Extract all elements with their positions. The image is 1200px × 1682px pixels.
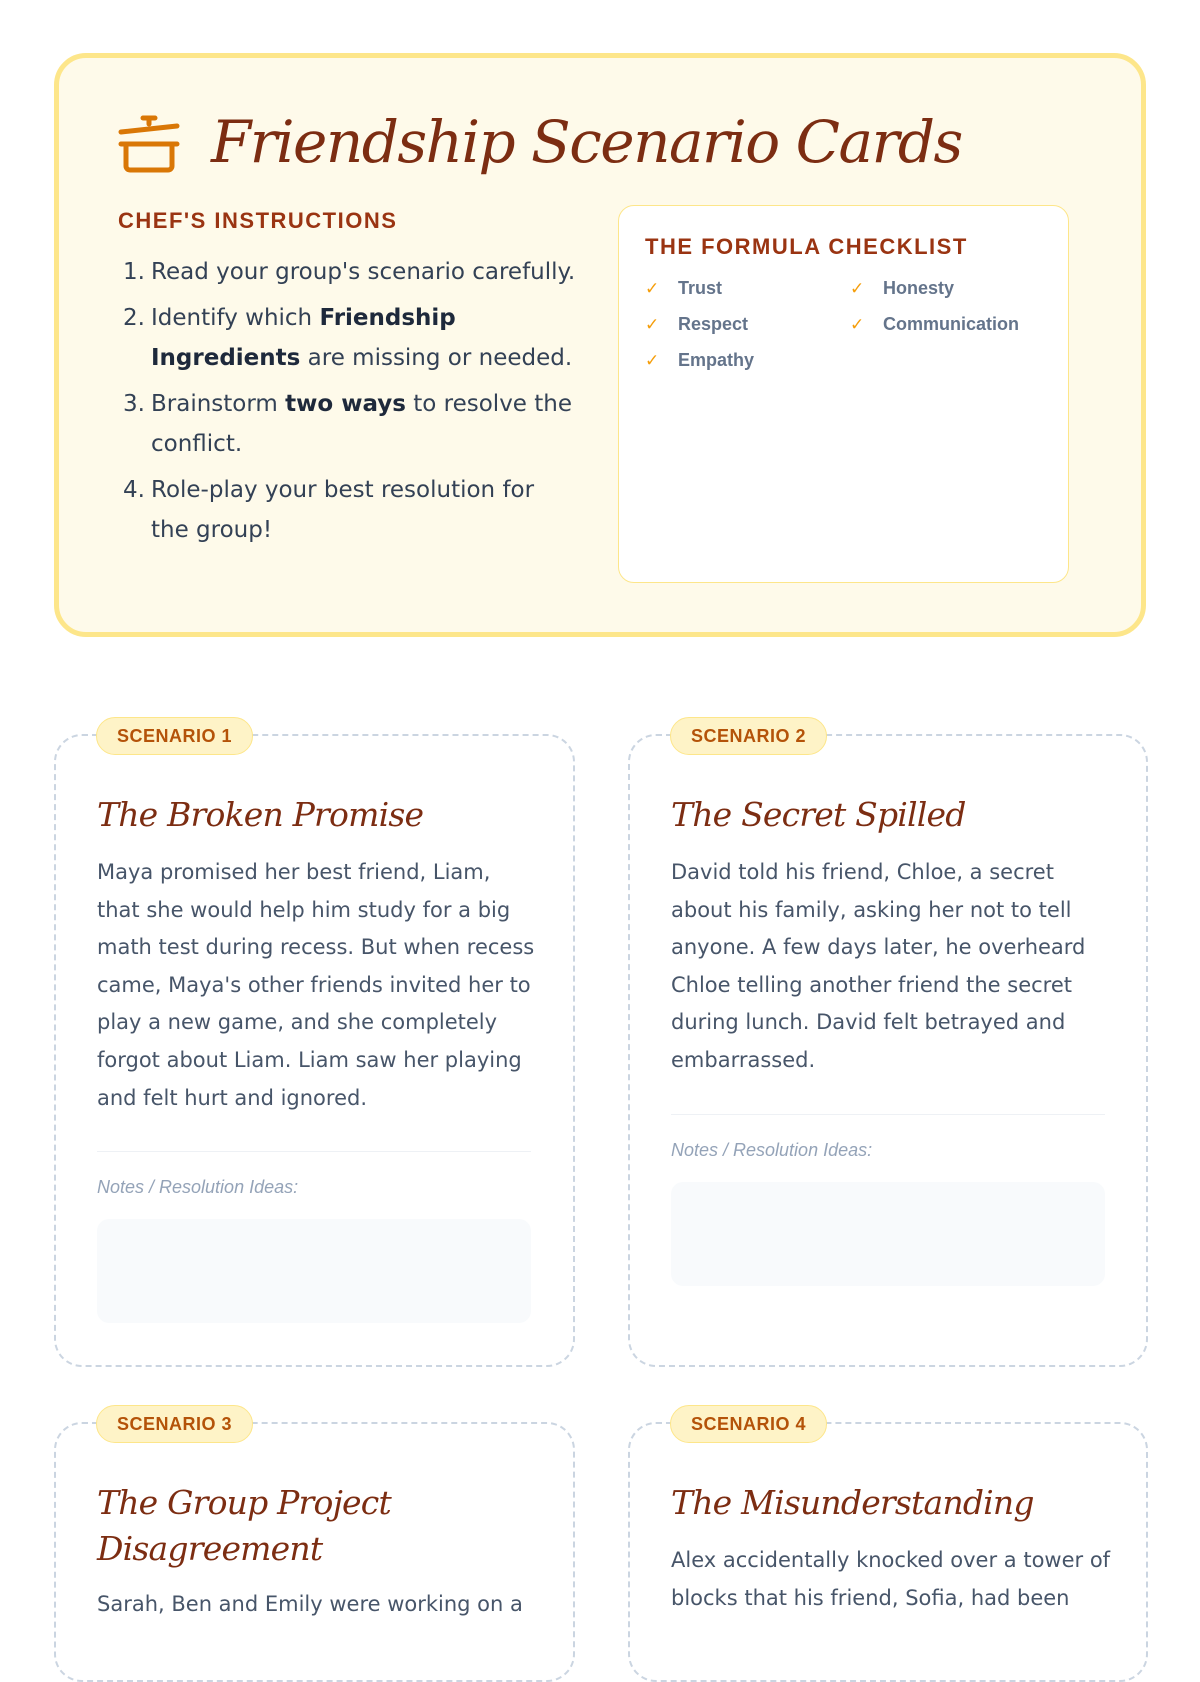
scenario-description: Alex accidentally knocked over a tower of blocks that his friend, Sofia, had been (671, 1548, 1111, 1610)
scenario-title: The Group Project Disagreement (97, 1483, 391, 1568)
formula-checklist (618, 205, 1069, 583)
card-divider (97, 1151, 531, 1152)
checklist-item (850, 314, 1055, 335)
checklist-item-label: Respect (678, 314, 749, 334)
checklist-item (645, 278, 850, 299)
step-number: 1. (123, 259, 145, 285)
header-card (54, 53, 1146, 637)
checklist-item-label: Empathy (678, 350, 755, 370)
step-number: 4. (123, 477, 145, 503)
scenario-badge: SCENARIO 3 (96, 1405, 253, 1443)
checkmark-icon: ✓ (850, 278, 865, 298)
instructions-panel (118, 208, 578, 556)
checklist-item-label: Trust (678, 278, 723, 298)
checkmark-icon: ✓ (645, 278, 660, 298)
title-row (117, 108, 962, 176)
checklist-item-label: Communication (883, 314, 1020, 334)
checklist-item (850, 278, 1055, 299)
instruction-step (118, 298, 578, 378)
instructions-list (118, 252, 578, 550)
step-emphasis: Friendship Ingredients (151, 305, 456, 371)
checkmark-icon: ✓ (850, 314, 865, 334)
step-text: Read your group's scenario carefully. (151, 259, 576, 285)
scenario-title: The Misunderstanding (671, 1483, 1034, 1522)
step-text: are missing or needed. (300, 345, 573, 371)
scenario-description: Sarah, Ben and Emily were working on a (97, 1592, 523, 1616)
checkmark-icon: ✓ (645, 314, 660, 334)
instructions-heading: CHEF'S INSTRUCTIONS (118, 208, 398, 233)
notes-input-area[interactable] (671, 1182, 1105, 1286)
checklist-item-label: Honesty (883, 278, 955, 298)
step-number: 3. (123, 391, 145, 417)
checklist-item (645, 350, 850, 371)
instruction-step (118, 470, 578, 550)
step-text: Brainstorm (151, 391, 286, 417)
card-divider (671, 1114, 1105, 1115)
checkmark-icon: ✓ (645, 350, 660, 370)
step-number: 2. (123, 305, 145, 331)
page-title: Friendship Scenario Cards (211, 108, 962, 176)
step-text: Role-play your best resolution for the group! (151, 477, 535, 543)
scenario-card-3 (54, 1413, 575, 1682)
step-text: to resolve the conflict. (151, 391, 573, 457)
scenario-description: David told his friend, Chloe, a secret about his family, asking her not to tell anyone. A few days later, he overheard Chloe telling another friend the secret during lunch. David felt betrayed and embarrassed. (671, 860, 1086, 1072)
scenario-badge: SCENARIO 1 (96, 717, 253, 755)
checklist-grid (645, 278, 1068, 371)
notes-label: Notes / Resolution Ideas: (97, 1177, 299, 1197)
checklist-heading: THE FORMULA CHECKLIST (645, 234, 968, 259)
instruction-step (118, 252, 578, 292)
scenario-card-4 (628, 1413, 1148, 1682)
step-emphasis: two ways (285, 391, 406, 417)
instruction-step (118, 384, 578, 464)
scenario-title: The Secret Spilled (671, 795, 966, 834)
scenario-badge: SCENARIO 4 (670, 1405, 827, 1443)
notes-input-area[interactable] (97, 1219, 531, 1323)
cooking-pot-icon (117, 110, 181, 174)
scenario-description: Maya promised her best friend, Liam, that she would help him study for a big math test during recess. But when recess came, Maya's other friends invited her to play a new game, and she completely forgot about Liam. Liam saw her playing and felt hurt and ignored. (97, 860, 535, 1110)
step-text: Identify which (151, 305, 320, 331)
scenario-card-2 (628, 725, 1148, 1367)
scenario-card-1 (54, 725, 575, 1367)
checklist-item (645, 314, 850, 335)
scenario-badge: SCENARIO 2 (670, 717, 827, 755)
notes-label: Notes / Resolution Ideas: (671, 1140, 873, 1160)
scenario-title: The Broken Promise (97, 795, 424, 834)
